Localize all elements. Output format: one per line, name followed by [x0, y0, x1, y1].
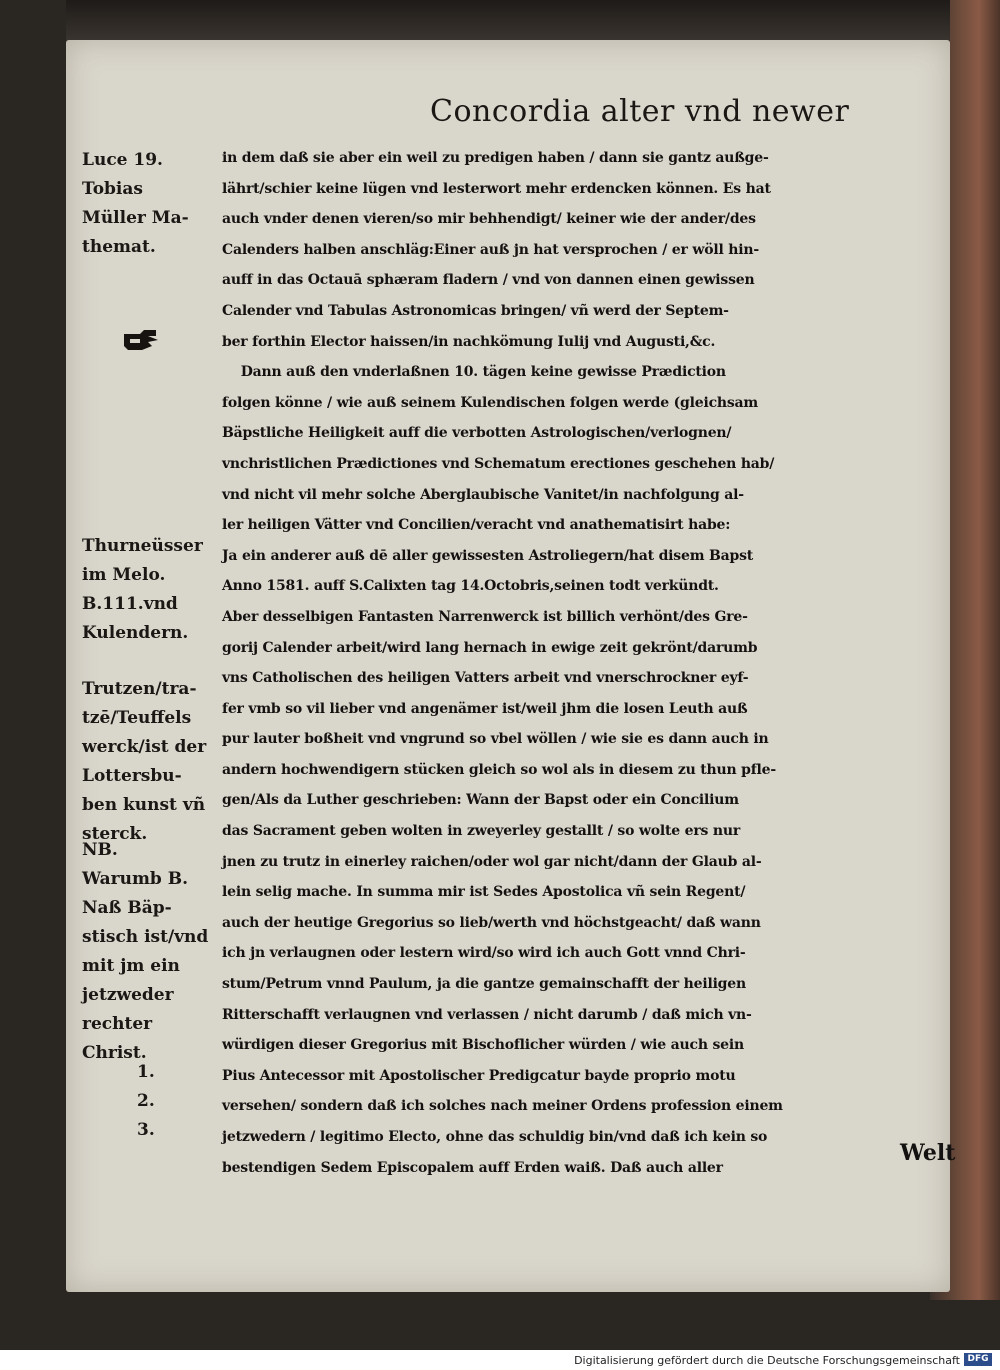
text-line: auch vnder denen vieren/so mir behhendigt/ keiner wie der ander/des: [222, 211, 756, 228]
text-line: auch der heutige Gregorius so lieb/werth vnd höchstgeacht/ daß wann: [222, 914, 761, 931]
text-line: gen/Als da Luther geschrieben: Wann der Bapst oder ein Concilium: [222, 792, 739, 809]
text-line: jetzwedern / legitimo Electo, ohne das schuldig bin/vnd daß ich kein so: [222, 1129, 768, 1145]
text-line: würdigen dieser Gregorius mit Bischoflicher würden / wie auch sein: [222, 1037, 744, 1054]
text-line: fer vmb so vil lieber vnd angenämer ist/weil jhm die losen Leuth auß: [222, 700, 748, 717]
manicule-icon: [122, 328, 160, 354]
running-head: Concordia alter vnd newer: [430, 94, 850, 129]
text-line: bestendigen Sedem Episcopalem auff Erden waiß. Daß auch aller: [222, 1159, 723, 1176]
body-text: [222, 143, 970, 1183]
text-line: jnen zu trutz in einerley raichen/oder wol gar nicht/dann der Glaub al-: [222, 853, 762, 870]
catchword: Welt: [900, 1140, 956, 1166]
text-line: ich jn verlaugnen oder lestern wird/so wird ich auch Gott vnnd Chri-: [222, 945, 746, 962]
margin-note-thurneysser: Thurneüsser im Melo. B.111.vnd Kulendern.: [82, 536, 203, 643]
text-line: Aber desselbigen Fantasten Narrenwerck ist billich verhönt/des Gre-: [222, 608, 748, 625]
text-line: versehen/ sondern daß ich solches nach meiner Ordens profession einem: [222, 1098, 783, 1115]
text-line: Bäpstliche Heiligkeit auff die verbotten Astrologischen/verlognen/: [222, 425, 732, 442]
text-line: Anno 1581. auff S.Calixten tag 14.Octobris,seinen todt verkündt.: [222, 578, 719, 595]
text-line: ber forthin Elector haissen/in nachkömung Iulij vnd Augusti,&c.: [222, 333, 716, 350]
text-line: stum/Petrum vnnd Paulum, ja die gantze gemainschafft der heiligen: [222, 976, 746, 993]
margin-note-nb: NB. Warumb B. Naß Bäp- stisch ist/vnd mit jm ein jetzweder rechter Christ.: [82, 840, 209, 1063]
text-line: folgen könne / wie auß seinem Kulendischen folgen werde (gleichsam: [222, 394, 759, 411]
text-line: Ja ein anderer auß dē aller gewissesten Astroliegern/hat disem Bapst: [222, 547, 754, 564]
page-top-shadow: [66, 0, 950, 42]
text-line: pur lauter boßheit vnd vngrund so vbel wöllen / wie sie es dann auch in: [222, 731, 769, 748]
text-line: Dann auß den vnderlaßnen 10. tägen keine gewisse Prædiction: [222, 364, 726, 381]
footer-credit: Digitalisierung gefördert durch die Deutsche Forschungsgemeinschaft: [574, 1354, 960, 1367]
text-line: vns Catholischen des heiligen Vatters arbeit vnd vnerschrockner eyf-: [222, 670, 749, 687]
text-line: gorij Calender arbeit/wird lang hernach in ewige zeit gekrönt/darumb: [222, 639, 758, 656]
text-line: ler heiligen Vätter vnd Concilien/veracht vnd anathematisirt habe:: [222, 517, 731, 534]
text-line: Pius Antecessor mit Apostolischer Predigcatur bayde proprio motu: [222, 1067, 736, 1084]
text-line: Calenders halben anschläg:Einer auß jn hat versprochen / er wöll hin-: [222, 241, 759, 258]
text-line: Calender vnd Tabulas Astronomicas bringen/ vñ werd der Septem-: [222, 302, 729, 319]
dfg-logo: DFG: [964, 1353, 992, 1366]
margin-note-luke: Luce 19. Tobias Müller Ma- themat.: [82, 150, 189, 257]
margin-note-numbers: 1. 2. 3.: [137, 1062, 155, 1140]
text-line: andern hochwendigern stücken gleich so wol als in diesem zu thun pfle-: [222, 761, 776, 778]
margin-note-trutzen: Trutzen/tra- tzē/Teuffels werck/ist der Lottersbu- ben kunst vñ sterck.: [82, 679, 207, 844]
text-line: vnchristlichen Prædictiones vnd Schematum erectiones geschehen hab/: [222, 455, 775, 472]
text-line: lährt/schier keine lügen vnd lesterwort mehr erdencken können. Es hat: [222, 180, 771, 197]
text-line: das Sacrament geben wolten in zweyerley gestallt / so wolte ers nur: [222, 823, 741, 840]
text-line: auff in das Octauā sphæram fladern / vnd von dannen einen gewissen: [222, 272, 755, 289]
text-line: in dem daß sie aber ein weil zu predigen haben / dann sie gantz außge-: [222, 150, 769, 166]
text-line: Ritterschafft verlaugnen vnd verlassen / nicht darumb / daß mich vn-: [222, 1006, 752, 1023]
text-line: vnd nicht vil mehr solche Aberglaubische Vanitet/in nachfolgung al-: [222, 486, 744, 503]
text-line: lein selig mache. In summa mir ist Sedes Apostolica vñ sein Regent/: [222, 884, 746, 901]
